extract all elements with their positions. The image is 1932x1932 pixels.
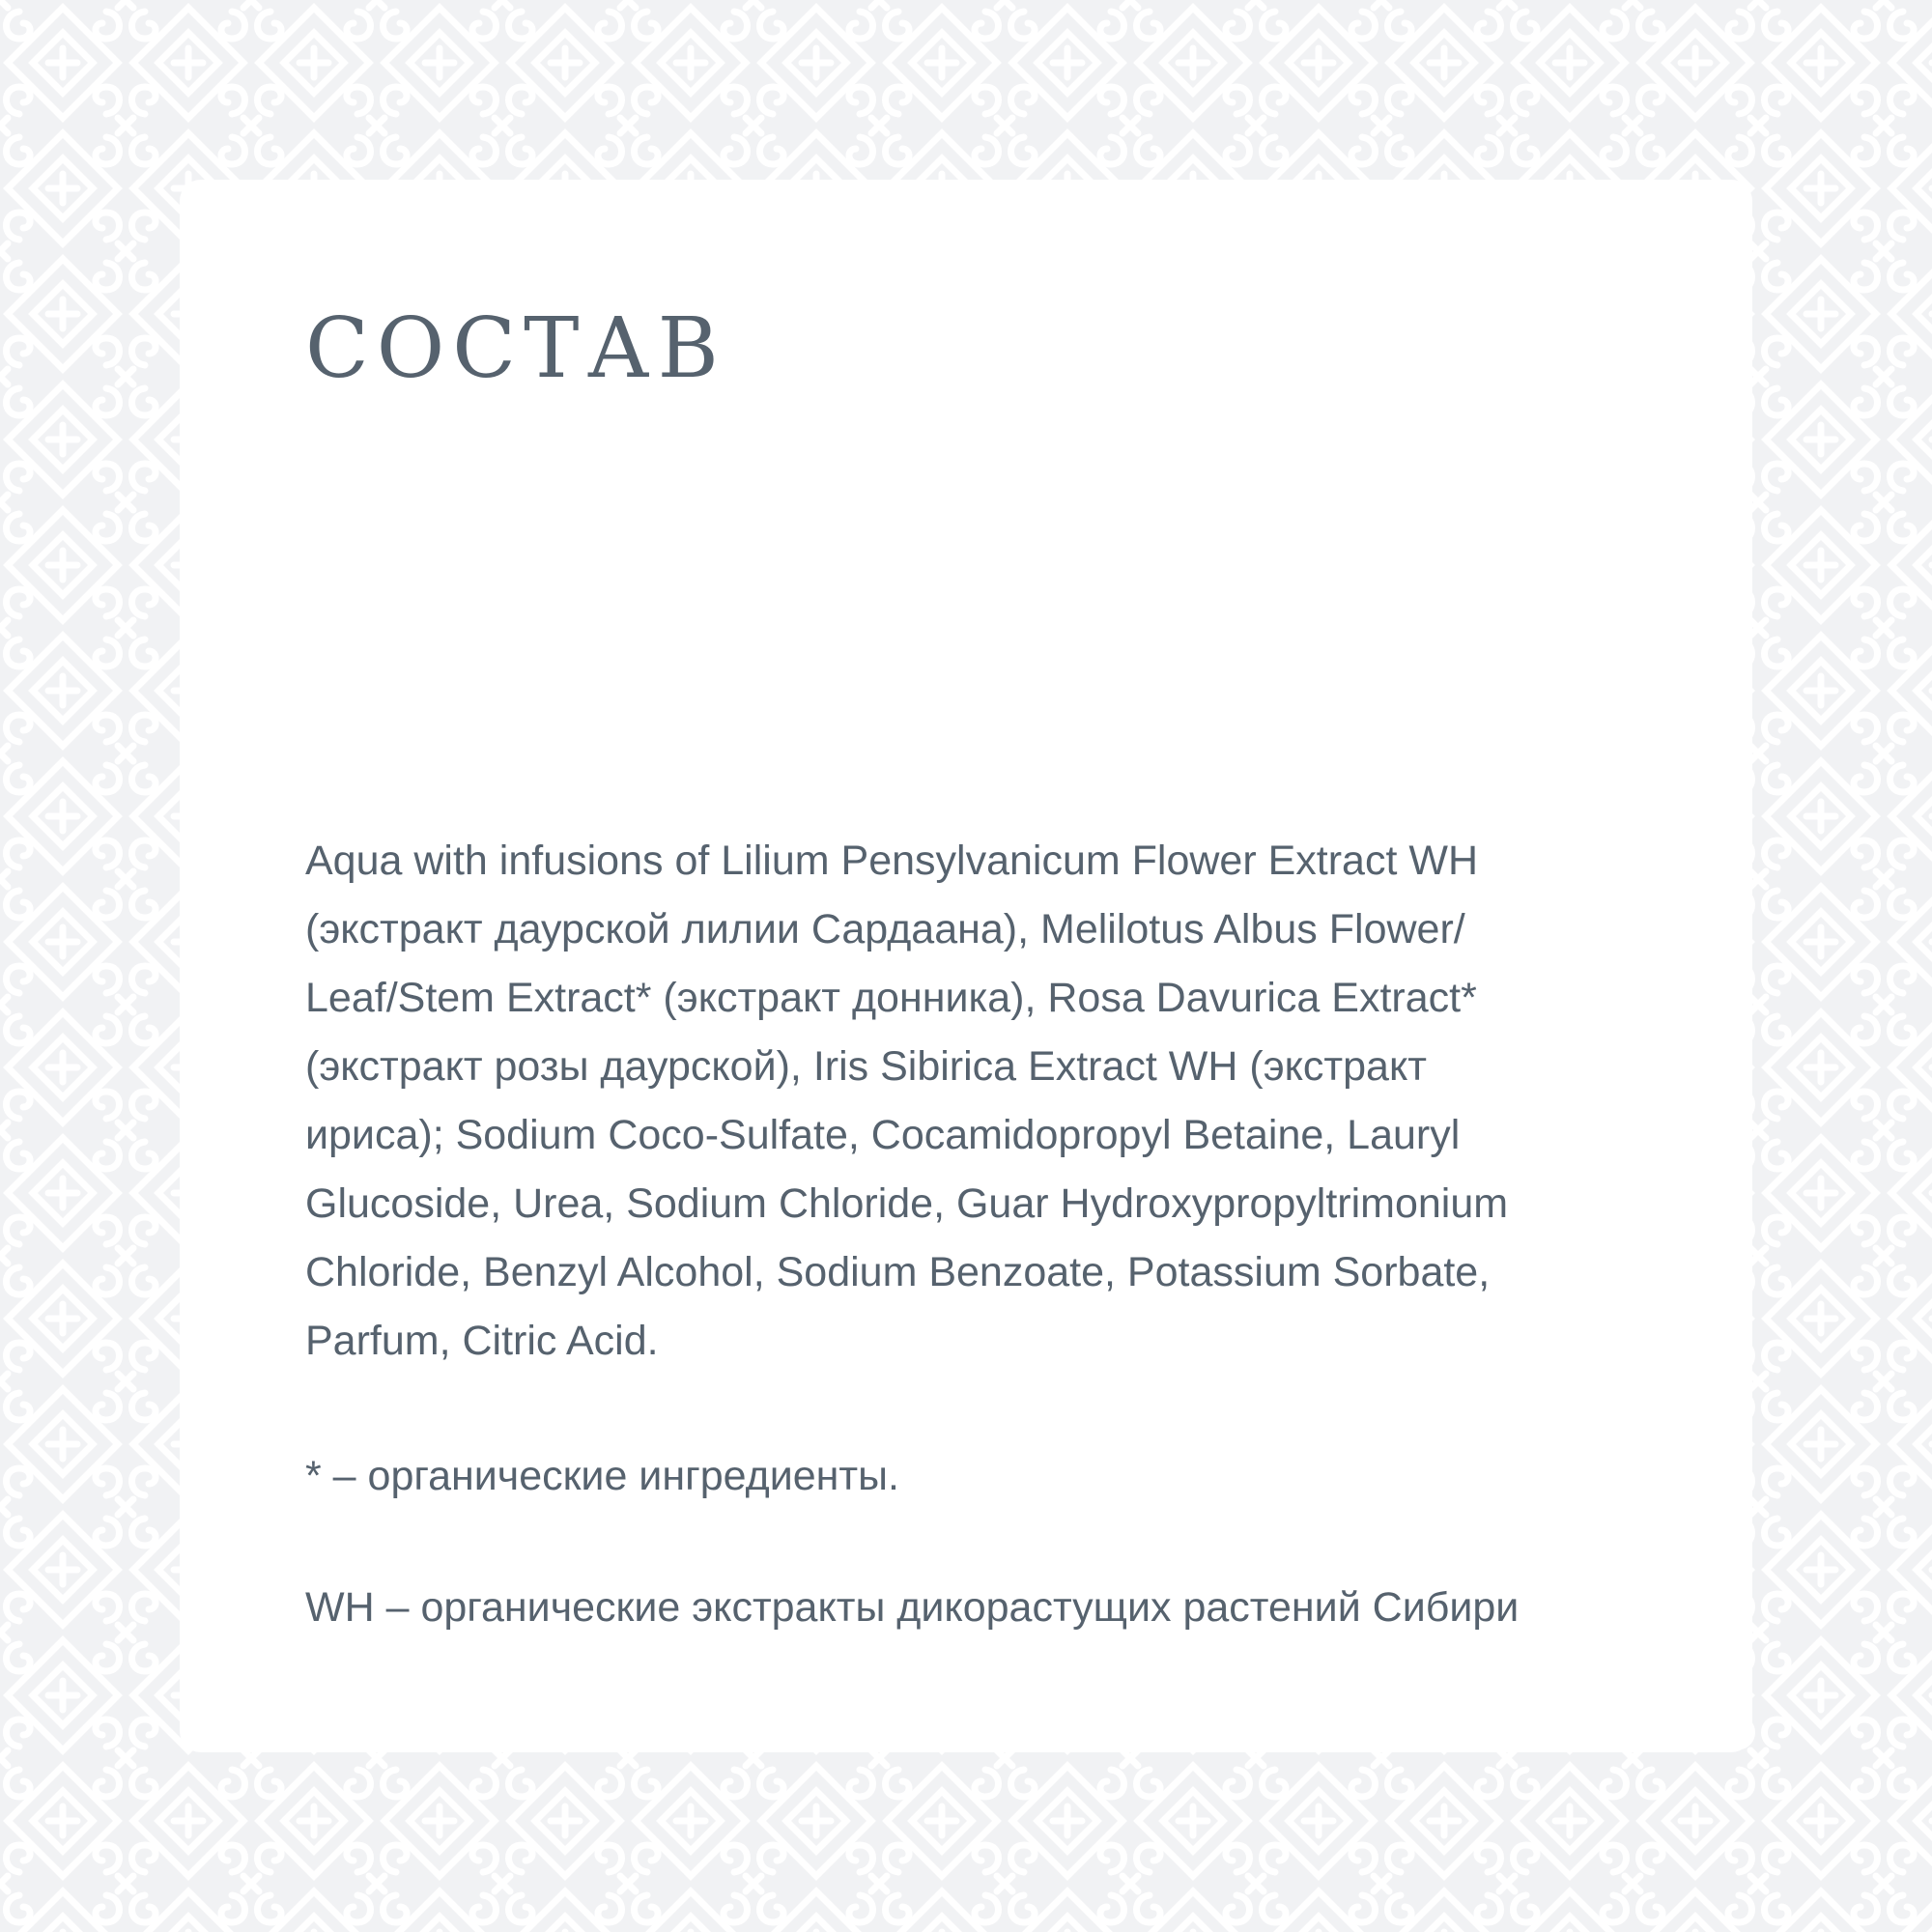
ingredients-line: Leaf/Stem Extract* (экстракт донника), Rosa Davurica Extract* [305, 975, 1477, 1021]
page-title: СОСТАВ [305, 300, 726, 397]
ingredients-line: Glucoside, Urea, Sodium Chloride, Guar Hydroxypropyltrimonium [305, 1180, 1509, 1227]
ingredients-list [305, 827, 1658, 1376]
composition-card [180, 180, 1752, 1752]
ingredients-line: Aqua with infusions of Lilium Pensylvanicum Flower Extract WH [305, 838, 1478, 884]
ingredients-line: (экстракт даурской лилии Сардаана), Melilotus Albus Flower/ [305, 906, 1465, 952]
ingredients-line: ириса); Sodium Coco-Sulfate, Cocamidopropyl Betaine, Lauryl [305, 1112, 1461, 1158]
footnote-organic: * – органические ингредиенты. [305, 1453, 899, 1499]
footnote-wh: WH – органические экстракты дикорастущих растений Сибири [305, 1584, 1520, 1631]
ingredients-line: (экстракт розы даурской), Iris Sibirica Extract WH (экстракт [305, 1043, 1427, 1090]
ingredients-line: Chloride, Benzyl Alcohol, Sodium Benzoate, Potassium Sorbate, [305, 1249, 1491, 1295]
ingredients-line: Parfum, Citric Acid. [305, 1318, 659, 1364]
